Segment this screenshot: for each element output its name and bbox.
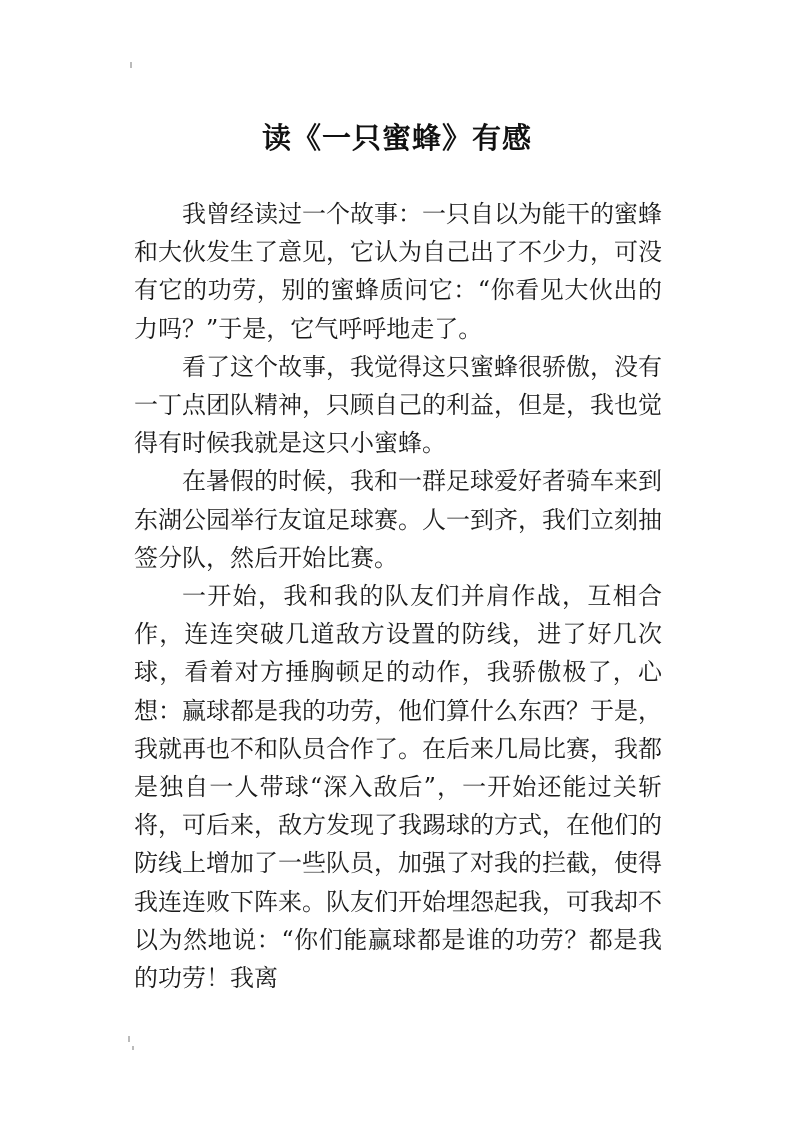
document-title: 读《一只蜜蜂》有感 (261, 121, 532, 156)
document-body (134, 195, 662, 997)
paragraph-1: 我曾经读过一个故事：一只自以为能干的蜜蜂和大伙发生了意见，它认为自己出了不少力，可没有它的功劳，别的蜜蜂质问它：“你看见大伙出的力吗？”于是，它气呼呼地走了。 (134, 200, 662, 343)
scan-mark (130, 62, 132, 68)
paragraph-4: 一开始，我和我的队友们并肩作战，互相合作，连连突破几道敌方设置的防线，进了好几次球，看着对方捶胸顿足的动作，我骄傲极了，心想：赢球都是我的功劳，他们算什么东西？于是，我就再也不和队员合作了。在后来几局比赛，我都是独自一人带球“深入敌后”，一开始还能过关斩将，可后来，敌方发现了我踢球的方式，在他们的防线上增加了一些队员，加强了对我的拦截，使得我连连败下阵来。队友们开始埋怨起我，可我却不以为然地说：“你们能赢球都是谁的功劳？都是我的功劳！我离 (134, 582, 662, 993)
paragraph-3: 在暑假的时候，我和一群足球爱好者骑车来到东湖公园举行友谊足球赛。人一到齐，我们立刻抽签分队，然后开始比赛。 (134, 467, 662, 572)
scan-mark (132, 1046, 134, 1050)
paragraph-2: 看了这个故事，我觉得这只蜜蜂很骄傲，没有一丁点团队精神，只顾自己的利益，但是，我也觉得有时候我就是这只小蜜蜂。 (134, 352, 662, 458)
scan-mark (128, 1036, 130, 1042)
